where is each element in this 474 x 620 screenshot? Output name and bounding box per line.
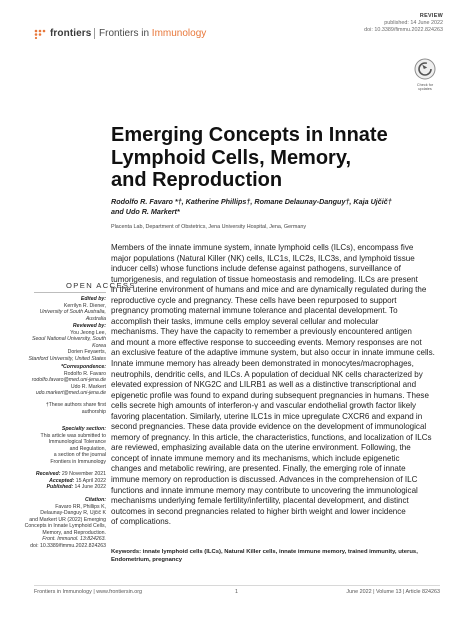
abstract-line: mechanisms. They have the capacity to remember a previously encountered antigen [111,327,412,337]
abstract-line: mechanisms underlying female fertility/infertility, placental development, and distinct [111,496,409,506]
check-for-updates-icon[interactable] [414,58,436,82]
brand-name: frontiers [50,28,92,39]
email-link[interactable]: rodolfo.favaro@med.uni-jena.de [31,377,106,383]
check-for-updates-label: Check for updates [416,83,434,92]
abstract-line: neutrophils, dendritic cells, and ILCs. A population of decidual NK cells characterized by [111,369,423,379]
abstract-line: epigenetic profile was found to expand during subsequent pregnancies in humans. These [111,390,429,400]
correspondence: *Correspondence: Rodolfo R. Favaro rodolfo.favaro@med.uni-jena.de Udo R. Markert udo.markert@med.uni-jena.de [22,364,106,397]
frontiers-logo-icon [34,29,48,39]
abstract-line: outcomes in second pregnancies related to higher birth weight and lower incidence [111,506,406,516]
abstract-line: changes and metabolic rewiring, are presented. Finally, the emerging role of innate [111,464,406,474]
abstract-line: major populations (Natural Killer (NK) cells, ILC1s, ILC2s, ILC3s, and lymphoid tissue [111,253,415,263]
abstract-line: Innate immune memory has already been demonstrated in monocytes/macrophages, [111,359,414,369]
article-type: REVIEW [419,13,443,19]
page-number: 1 [235,589,238,595]
published-date: published: 14 June 2022 [384,19,443,26]
abstract-line: concept of innate immune memory and its mechanisms, which include epigenetic [111,453,400,463]
abstract-line: second pregnancies. These data provide evidence on the development of immunological [111,422,427,432]
footer-divider [34,585,440,586]
edited-by: Edited by: Kerrilyn R. Diener, University of South Australia, Australia [39,296,106,322]
abstract-line: Members of the innate immune system, innate lymphoid cells (ILCs), encompass five [111,243,414,252]
keywords-label: Keywords: [111,549,142,555]
abstract-line: reproductive cycle and pregnancy. These cells have been repurposed to support [111,295,397,305]
specialty-section: Specialty section: This article was submitted to Immunological Tolerance and Regulation, a section of the journal Frontiers in Immunology [40,426,106,465]
keywords-list-cont: Endometrium, pregnancy [111,556,183,563]
abstract-line: and mount a more effective response to succeeding events. Memory responses are not [111,337,422,347]
footer-issue-info: June 2022 | Volume 13 | Article 824263 [346,589,440,595]
abstract-line: are reviewed, emphasizing available data on the uterine environment. Following, the [111,443,411,453]
abstract-line: an exclusive feature of the adaptive immune system, but also occur in innate immune cells. [111,348,435,358]
sidebar-divider [34,292,106,293]
abstract-line: memory of pregnancy. In this article, the characteristics, functions, and localization of ILCs [111,432,432,442]
abstract-line: cells secrete high amounts of interferon-γ and vascular endothelial growth factor likely [111,401,417,411]
journal-name: Frontiers in Immunology [99,28,207,39]
abstract-line: inducer cells) whose functions include defense against pathogens, surveillance of [111,264,401,274]
abstract-line: tumorigenesis, and regulation of tissue homeostasis and remodeling. ILCs are present [111,274,418,284]
email-link[interactable]: udo.markert@med.uni-jena.de [35,390,106,396]
abstract-line: favoring placentation. Similarly, uterine ILC1s in mice upregulate CXCR6 and expand in [111,411,423,421]
abstract [111,243,441,528]
footer-journal-link[interactable]: Frontiers in Immunology | www.frontiersin.org [34,589,143,595]
citation: Citation: Favaro RR, Phillips K, Delaunay-Danguy R, Ujčič K and Markert UR (2022) Emerging Concepts in Innate Lymphoid Cells, Memory, and Reproduction. Front. Immunol. 13:824263. doi: 10.3389/fimmu.2022.824263 [22,497,106,549]
abstract-line: immune memory on reproduction is discussed. Advances in the comprehension of ILC [111,475,418,485]
article-meta [364,13,443,33]
open-access-label: OPEN ACCESS [66,281,136,290]
abstract-line: in the uterine environment of humans and mice and are dynamically regulated during the [111,285,427,295]
affiliation: Placenta Lab, Department of Obstetrics, Jena University Hospital, Jena, Germany [111,224,307,230]
citation-doi[interactable]: doi: 10.3389/fimmu.2022.824263 [30,542,106,549]
article-title: Emerging Concepts in Innate Lymphoid Cells, Memory, and Reproduction [111,124,388,191]
reviewed-by: Reviewed by: You Jeong Lee, Seoul National University, South Korea Dorien Feyaerts, Stanford University, United States [28,323,106,362]
article-doi[interactable]: doi: 10.3389/fimmu.2022.824263 [364,26,443,33]
abstract-line: functions and innate immune memory may contribute to uncovering the immunological [111,485,418,495]
equal-contribution-note: †These authors share first authorship [45,402,106,415]
abstract-line: accomplish their tasks, immune cells employ several cellular and molecular [111,316,379,326]
abstract-line: of complications. [111,517,171,527]
abstract-line: elevated expression of NKG2C and LILRB1 as well as a distinctive transcriptional and [111,380,417,390]
abstract-line: pregnancy promoting maternal immune tolerance and placental development. To [111,306,398,316]
keywords-list: innate lymphoid cells (ILCs), Natural Killer cells, innate immune memory, trained immunity, uterus, [142,549,418,555]
article-dates: Received: 29 November 2021 Accepted: 15 April 2022 Published: 14 June 2022 [35,471,106,490]
header-divider [94,28,95,39]
keywords [111,549,441,564]
author-list: Rodolfo R. Favaro *†, Katherine Phillips†, Romane Delaunay-Danguy†, Kaja Ujčič† and Udo R. Markert* [111,197,392,217]
